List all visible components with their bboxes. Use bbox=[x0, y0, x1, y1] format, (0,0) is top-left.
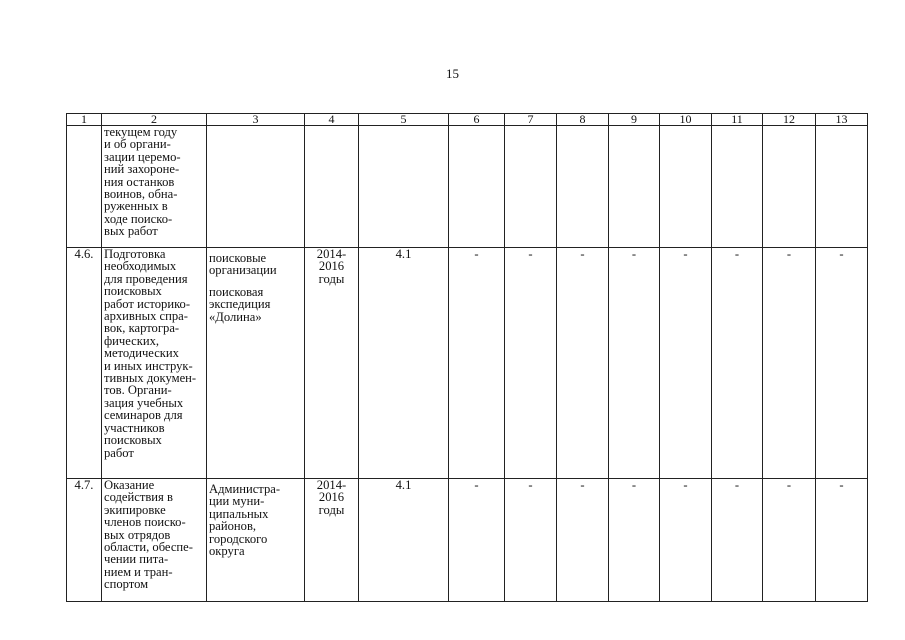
cell-text-line: тов. Органи- bbox=[104, 383, 172, 398]
cell-text-line: ний захороне- bbox=[104, 162, 180, 177]
value-cell: - bbox=[712, 479, 763, 602]
cell-text-line: текущем году bbox=[104, 125, 178, 139]
period-cell bbox=[305, 248, 359, 479]
value-cell bbox=[816, 126, 868, 248]
column-header: 4 bbox=[305, 114, 359, 126]
cell-text-line: семинаров для bbox=[104, 408, 183, 423]
value-cell: - bbox=[763, 479, 816, 602]
column-header: 11 bbox=[712, 114, 763, 126]
cell-text-line: годы bbox=[318, 502, 345, 517]
cell-text-line: зация учебных bbox=[104, 395, 184, 410]
cell-text-line: поисковая bbox=[209, 284, 264, 299]
activity-description bbox=[102, 126, 207, 248]
column-header: 12 bbox=[763, 114, 816, 126]
cell-text-line: вок, картогра- bbox=[104, 321, 180, 336]
cell-text-line: спортом bbox=[104, 577, 149, 592]
executor-cell bbox=[207, 126, 305, 248]
cell-text-line: округа bbox=[209, 544, 245, 559]
cell-text-line: Оказание bbox=[104, 478, 155, 492]
cell-text-line: методических bbox=[104, 346, 179, 361]
cell-text-line: и иных инструк- bbox=[104, 358, 193, 373]
period-cell bbox=[305, 479, 359, 602]
value-cell: - bbox=[609, 479, 660, 602]
cell-text-line: необходимых bbox=[104, 259, 177, 274]
cell-text-line: архивных спра- bbox=[104, 309, 188, 324]
column-header: 8 bbox=[557, 114, 609, 126]
cell-text-line: районов, bbox=[209, 519, 257, 534]
cell-text-line: городского bbox=[209, 531, 268, 546]
value-cell bbox=[660, 126, 712, 248]
column-header: 5 bbox=[359, 114, 449, 126]
cell-text-line: области, обеспе- bbox=[104, 540, 193, 555]
value-cell: - bbox=[557, 248, 609, 479]
cell-text-line: экипировке bbox=[104, 502, 166, 517]
cell-text-line: фических, bbox=[104, 333, 160, 348]
cell-text-line: членов поиско- bbox=[104, 515, 186, 530]
cell-text-line: 2014- bbox=[316, 247, 347, 261]
cell-text-line: участников bbox=[104, 420, 165, 435]
value-cell: - bbox=[609, 248, 660, 479]
table-row bbox=[67, 248, 868, 479]
activity-description bbox=[102, 248, 207, 479]
target-indicator-cell: 4.1 bbox=[359, 248, 449, 479]
cell-text-line: 2016 bbox=[318, 490, 345, 505]
value-cell: - bbox=[763, 248, 816, 479]
cell-text-line: работ историко- bbox=[104, 296, 191, 311]
cell-text-line: и об органи- bbox=[104, 137, 171, 152]
value-cell: - bbox=[660, 248, 712, 479]
value-cell: - bbox=[449, 479, 505, 602]
column-header: 2 bbox=[102, 114, 207, 126]
cell-text-line: Администра- bbox=[209, 482, 281, 496]
value-cell bbox=[557, 126, 609, 248]
value-cell bbox=[449, 126, 505, 248]
value-cell: - bbox=[449, 248, 505, 479]
cell-text-line: организации bbox=[209, 263, 277, 278]
cell-text-line: поисковых bbox=[104, 284, 162, 299]
cell-text-line: 2014- bbox=[316, 478, 347, 492]
row-number bbox=[67, 126, 102, 248]
cell-text-line: ния останков bbox=[104, 174, 175, 189]
cell-text-line: зации церемо- bbox=[104, 149, 181, 164]
column-header: 13 bbox=[816, 114, 868, 126]
value-cell bbox=[763, 126, 816, 248]
column-header: 10 bbox=[660, 114, 712, 126]
column-header: 3 bbox=[207, 114, 305, 126]
cell-text-line: Подготовка bbox=[104, 247, 166, 261]
executor-cell bbox=[207, 479, 305, 602]
cell-text-line: годы bbox=[318, 271, 345, 286]
value-cell: - bbox=[816, 479, 868, 602]
cell-text-line: 2016 bbox=[318, 259, 345, 274]
target-indicator-cell: 4.1 bbox=[359, 479, 449, 602]
cell-text-line: воинов, обна- bbox=[104, 187, 178, 202]
cell-text-line: тивных докумен- bbox=[104, 371, 197, 386]
cell-text-line: для проведения bbox=[104, 271, 188, 286]
table-header-row bbox=[67, 114, 868, 126]
target-indicator-cell bbox=[359, 126, 449, 248]
value-cell: - bbox=[712, 248, 763, 479]
cell-text-line: вых работ bbox=[104, 224, 158, 239]
cell-text-line: чении пита- bbox=[104, 552, 169, 567]
column-header: 7 bbox=[505, 114, 557, 126]
executor-cell bbox=[207, 248, 305, 479]
cell-text-line: экспедиция bbox=[209, 297, 271, 312]
cell-text-line: ции муни- bbox=[209, 494, 265, 509]
period-cell bbox=[305, 126, 359, 248]
cell-text-line: поисковые bbox=[209, 251, 267, 265]
document-table bbox=[66, 113, 868, 602]
value-cell: - bbox=[816, 248, 868, 479]
value-cell: - bbox=[505, 479, 557, 602]
table-row bbox=[67, 479, 868, 602]
cell-text-line: вых отрядов bbox=[104, 527, 171, 542]
cell-text-line: ходе поиско- bbox=[104, 211, 173, 226]
value-cell bbox=[712, 126, 763, 248]
cell-text-line: поисковых bbox=[104, 433, 162, 448]
activity-description bbox=[102, 479, 207, 602]
cell-text-line: ципальных bbox=[209, 506, 269, 521]
value-cell: - bbox=[505, 248, 557, 479]
page-number: 15 bbox=[446, 66, 459, 81]
cell-text-line: работ bbox=[104, 445, 134, 460]
cell-text-line: руженных в bbox=[104, 199, 168, 214]
value-cell bbox=[609, 126, 660, 248]
cell-text-line: «Долина» bbox=[209, 309, 262, 324]
column-header: 6 bbox=[449, 114, 505, 126]
row-number: 4.6. bbox=[67, 248, 102, 479]
column-header: 9 bbox=[609, 114, 660, 126]
cell-text-line: содействия в bbox=[104, 490, 173, 505]
cell-text-line: нием и тран- bbox=[104, 564, 173, 579]
table-row bbox=[67, 126, 868, 248]
value-cell bbox=[505, 126, 557, 248]
value-cell: - bbox=[557, 479, 609, 602]
column-header: 1 bbox=[67, 114, 102, 126]
row-number: 4.7. bbox=[67, 479, 102, 602]
value-cell: - bbox=[660, 479, 712, 602]
